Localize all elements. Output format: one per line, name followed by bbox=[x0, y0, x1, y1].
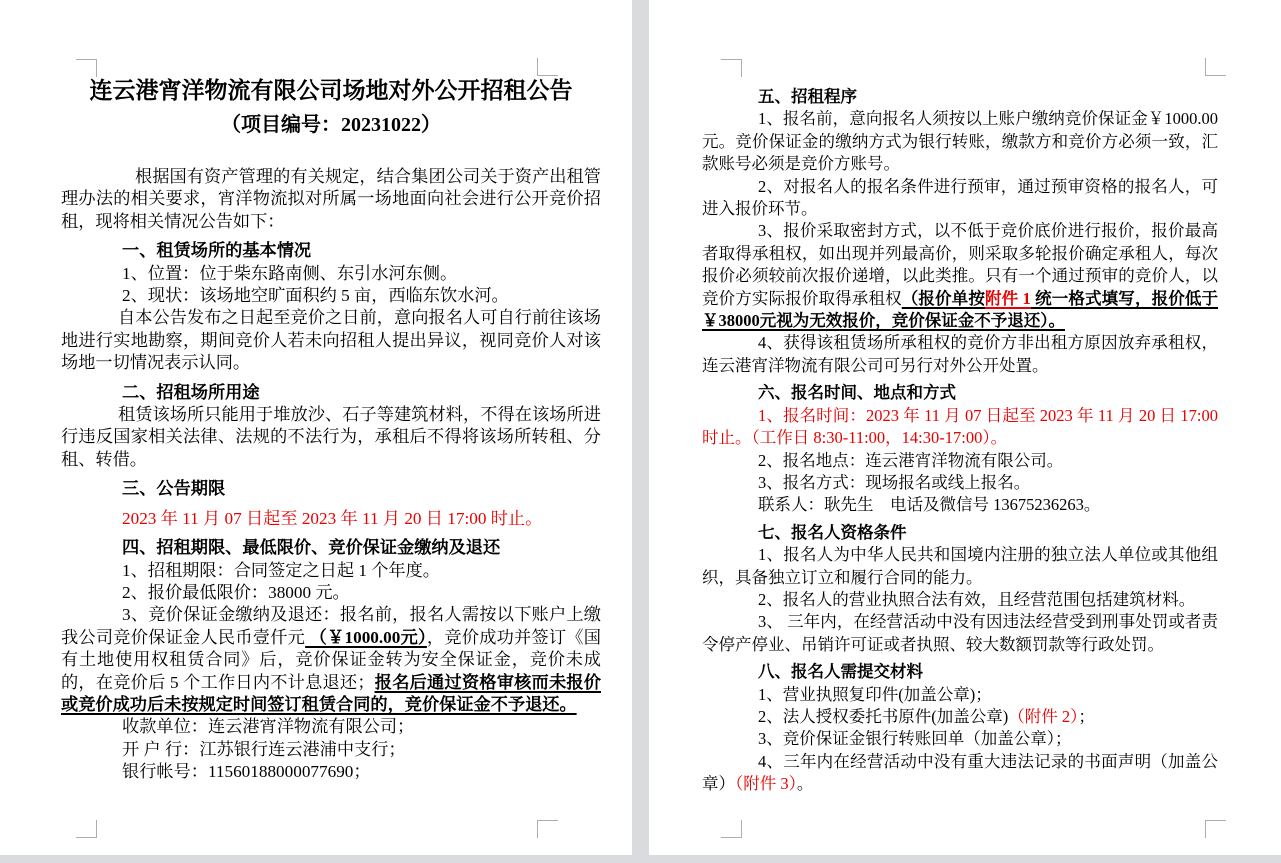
text-run: 八、报名人需提交材料 bbox=[758, 662, 923, 682]
text-run: ，竞价成功并签订《国有土地使用权租赁合同》后，竞价保证金转为安全保证金，竞价未成的，在竞价后 5 个工作日内不计息退还； bbox=[61, 627, 601, 692]
text-run: 4、三年内在经营活动中没有重大违法记录的书面声明（加盖公章） bbox=[702, 751, 1218, 794]
text-run: 根据国有资产管理的有关规定，结合集团公司关于资产出租管理办法的相关要求，宵洋物流拟对所属一场地面向社会进行公开竞价招租，现将相关情况公告如下： bbox=[61, 167, 601, 231]
page-1-body bbox=[61, 166, 601, 784]
paragraph bbox=[702, 108, 1218, 175]
section-heading-8 bbox=[702, 661, 1218, 683]
text-run: 一、租赁场所的基本情况 bbox=[122, 241, 312, 261]
text-run: 1、报名时间：2023 年 11 月 07 日起至 2023 年 11 月 20 日 17:00 时止。（工作日 8:30-11:00，14:30-17:00）。 bbox=[702, 405, 1218, 448]
text-run: 报名后通过资格审核而未报价或竞价成功后未按规定时间签订租赁合同的，竞价保证金不予退还。 bbox=[61, 672, 601, 714]
text-run: 开 户 行：江苏银行连云港浦中支行； bbox=[122, 739, 406, 759]
payee-name bbox=[61, 716, 601, 738]
text-run: 三、公告期限 bbox=[122, 479, 226, 499]
contact-info bbox=[702, 494, 1218, 516]
paragraph bbox=[702, 176, 1218, 221]
bidding-rules-paragraph bbox=[702, 220, 1218, 332]
margin-corner-mark bbox=[537, 820, 558, 838]
document-page-1 bbox=[0, 0, 632, 855]
paragraph bbox=[702, 684, 1218, 706]
text-run: 租赁该场所只能用于堆放沙、石子等建筑材料，不得在该场所进行违反国家相关法律、法规的不法行为，承租后不得将该场所转租、分租、转借。 bbox=[61, 405, 601, 469]
text-run: 五、招租程序 bbox=[758, 87, 857, 106]
text-run: 。 bbox=[796, 774, 814, 794]
section-heading-2 bbox=[61, 382, 601, 404]
text-run: 3、竞价保证金银行转账回单（加盖公章）； bbox=[758, 729, 1072, 749]
document-page-2 bbox=[649, 0, 1281, 855]
announcement-period-dates bbox=[61, 508, 601, 530]
text-run: 3、竞价保证金缴纳及退还：报名前，报名人需按以下账户上缴我公司竞价保证金人民币壹仟元 bbox=[61, 605, 601, 647]
text-run: 1、报名前，意向报名人须按以上账户缴纳竞价保证金￥1000.00元。竞价保证金的缴纳方式为银行转账，缴款方和竞价方必须一致，汇款账号必须是竞价方账号。 bbox=[702, 109, 1218, 174]
paragraph bbox=[61, 560, 601, 582]
text-run: 1、招租期限：合同签定之日起 1 个年度。 bbox=[122, 560, 440, 580]
paragraph bbox=[702, 589, 1218, 611]
section-heading-1 bbox=[61, 240, 601, 262]
attachment-2-item bbox=[702, 706, 1218, 728]
bank-account-number bbox=[61, 761, 601, 783]
paragraph bbox=[61, 166, 601, 233]
paragraph bbox=[61, 307, 601, 374]
paragraph bbox=[702, 332, 1218, 377]
text-run: 六、报名时间、地点和方式 bbox=[758, 383, 956, 403]
text-run: 二、招租场所用途 bbox=[122, 382, 260, 402]
document-title: 连云港宵洋物流有限公司场地对外公开招租公告 bbox=[89, 78, 573, 103]
text-run: （附件 3） bbox=[735, 774, 797, 794]
paragraph bbox=[61, 285, 601, 307]
text-run: （附件 2） bbox=[1008, 706, 1079, 726]
text-run: 七、报名人资格条件 bbox=[758, 522, 907, 542]
text-run: （￥1000.00元） bbox=[305, 627, 427, 647]
paragraph bbox=[702, 611, 1218, 656]
margin-corner-mark bbox=[76, 820, 97, 838]
page-2-body bbox=[702, 86, 1218, 796]
text-run: 自本公告发布之日起至竞价之日前，意向报名人可自行前往该场地进行实地勘察，期间竞价人若未向招租人提出异议，视同竞价人对该场地一切情况表示认同。 bbox=[61, 308, 601, 373]
text-run: 2、对报名人的报名条件进行预审，通过预审资格的报名人，可进入报价环节。 bbox=[702, 176, 1218, 219]
page-1-text-column bbox=[61, 0, 601, 784]
text-run: 2、现状：该场地空旷面积约 5 亩，西临东饮水河。 bbox=[122, 286, 509, 306]
text-run: 2、报价最低限价：38000 元。 bbox=[122, 582, 350, 602]
text-run: 3、 三年内，在经营活动中没有因违法经营受到刑事处罚或者责令停产停业、吊销许可证或者执照、较大数额罚款等行政处罚。 bbox=[702, 612, 1218, 654]
text-run: （报价单按 bbox=[901, 288, 985, 308]
text-run: 2、法人授权委托书原件(加盖公章) bbox=[758, 706, 1009, 726]
text-run: 收款单位：连云港宵洋物流有限公司； bbox=[122, 717, 415, 737]
margin-corner-mark bbox=[1205, 820, 1226, 838]
project-number-subtitle: （项目编号：20231022） bbox=[221, 114, 441, 136]
margin-corner-mark bbox=[721, 820, 742, 838]
text-run: 2023 年 11 月 07 日起至 2023 年 11 月 20 日 17:00 时止。 bbox=[122, 508, 543, 528]
paragraph bbox=[702, 544, 1218, 589]
section-heading-5 bbox=[702, 86, 1218, 108]
text-run: 4、获得该租赁场所承租权的竞价方非出租方原因放弃承租权，连云港宵洋物流有限公司可另行对外公开处置。 bbox=[702, 333, 1218, 375]
paragraph bbox=[702, 472, 1218, 494]
text-run: ； bbox=[1078, 706, 1095, 726]
text-run: 3、报价采取密封方式，以不低于竞价底价进行报价，报价最高者取得承租权，如出现并列最高价，则采取多轮报价确定承租人，每次报价必须较前次报价递增，以此类推。只有一个通过预审的竞价人，以竞价方实际报价取得承租权 bbox=[702, 221, 1218, 308]
page-2-text-column bbox=[702, 0, 1218, 796]
section-heading-4 bbox=[61, 537, 601, 559]
text-run: 统一格式填写，报价低于￥38000元视为无效报价，竞价保证金不予退还）。 bbox=[702, 288, 1219, 331]
paragraph bbox=[61, 582, 601, 604]
text-run: 2、报名地点：连云港宵洋物流有限公司。 bbox=[758, 450, 1064, 470]
paragraph bbox=[61, 404, 601, 471]
section-heading-7 bbox=[702, 522, 1218, 544]
paragraph bbox=[702, 450, 1218, 472]
text-run: 银行帐号：11560188000077690； bbox=[122, 762, 371, 782]
paragraph bbox=[61, 263, 601, 285]
text-run: 1、位置：位于柴东路南侧、东引水河东侧。 bbox=[122, 263, 458, 283]
registration-time bbox=[702, 405, 1218, 450]
section-heading-3 bbox=[61, 478, 601, 500]
section-heading-6 bbox=[702, 382, 1218, 404]
text-run: 1、营业执照复印件(加盖公章)； bbox=[758, 684, 992, 704]
paragraph bbox=[702, 728, 1218, 750]
text-run: 1、报名人为中华人民共和国境内注册的独立法人单位或其他组织，具备独立订立和履行合同的能力。 bbox=[702, 545, 1218, 587]
text-run: 联系人：耿先生 电话及微信号 13675236263。 bbox=[758, 495, 1101, 515]
text-run: 2、报名人的营业执照合法有效，且经营范围包括建筑材料。 bbox=[758, 589, 1196, 609]
text-run: 附件 1 bbox=[984, 288, 1031, 308]
bank-name bbox=[61, 739, 601, 761]
attachment-3-item bbox=[702, 751, 1218, 796]
text-run: 3、报名方式：现场报名或线上报名。 bbox=[758, 472, 1031, 492]
text-run: 四、招租期限、最低限价、竞价保证金缴纳及退还 bbox=[122, 538, 501, 558]
deposit-terms-paragraph bbox=[61, 604, 601, 716]
